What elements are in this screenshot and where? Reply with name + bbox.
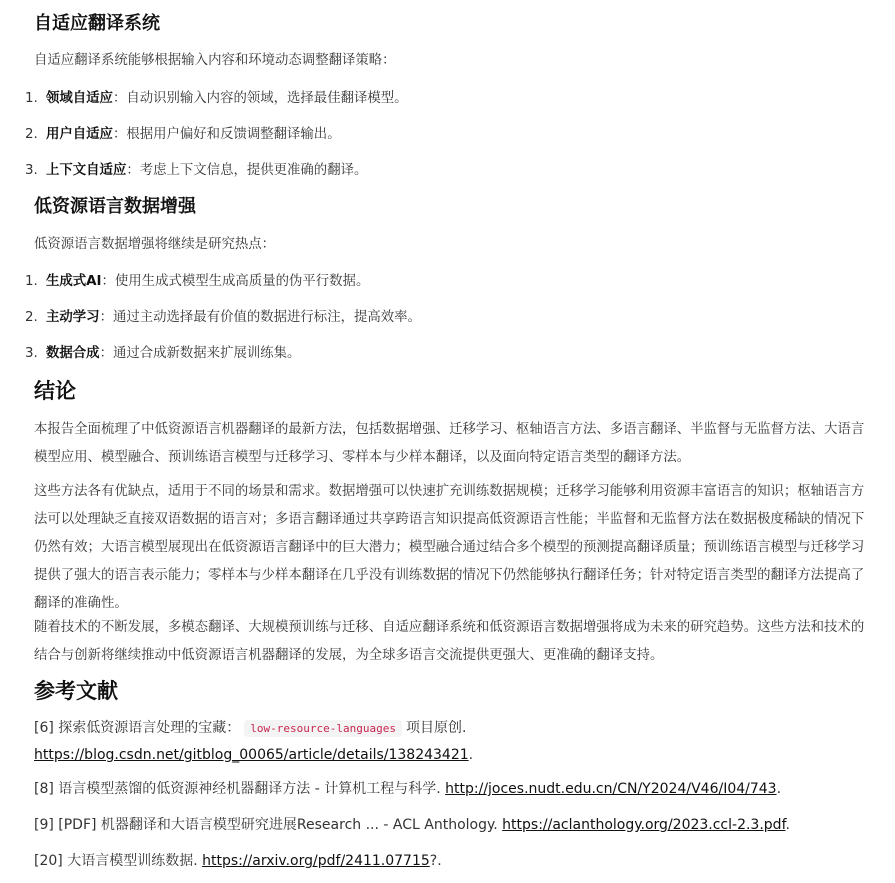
- reference-8-link[interactable]: http://joces.nudt.edu.cn/CN/Y2024/V46/I04/743: [445, 781, 777, 797]
- section-heading-adaptive: 自适应翻译系统: [34, 13, 160, 34]
- list-item-desc: 自动识别输入内容的领域，选择最佳翻译模型。: [126, 91, 408, 106]
- reference-20: [20] 大语言模型训练数据. https://arxiv.org/pdf/2411.07715?.: [34, 853, 442, 869]
- reference-8: [8] 语言模型蒸馏的低资源神经机器翻译方法 - 计算机工程与科学. http://joces.nudt.edu.cn/CN/Y2024/V46/I04/743.: [34, 781, 782, 797]
- reference-6: [6] 探索低资源语言处理的宝藏： low-resource-languages 项目原创. https://blog.csdn.net/gitblog_00065/article/details/138243421.: [34, 720, 474, 763]
- reference-20-link[interactable]: https://arxiv.org/pdf/2411.07715: [202, 853, 430, 869]
- lowres-list: [12, 272, 421, 380]
- inline-code: low-resource-languages: [244, 720, 402, 737]
- section-intro-lowres: 低资源语言数据增强将继续是研究热点：: [34, 237, 276, 252]
- reference-9: [9] [PDF] 机器翻译和大语言模型研究进展Research ... - ACL Anthology. https://aclanthology.org/2023.ccl-2.3.pdf.: [34, 817, 790, 833]
- list-item-term: 数据合成: [46, 346, 100, 361]
- list-item-desc: 通过合成新数据来扩展训练集。: [112, 346, 301, 361]
- list-item: 1. 领域自适应：自动识别输入内容的领域，选择最佳翻译模型。: [42, 89, 408, 109]
- list-item-desc: 通过主动选择最有价值的数据进行标注，提高效率。: [112, 310, 421, 325]
- list-item-term: 生成式AI: [46, 274, 102, 289]
- list-item: 3. 数据合成：通过合成新数据来扩展训练集。: [42, 344, 421, 364]
- conclusion-heading: 结论: [34, 379, 76, 403]
- list-item: 2. 用户自适应：根据用户偏好和反馈调整翻译输出。: [42, 125, 408, 145]
- list-item: 2. 主动学习：通过主动选择最有价值的数据进行标注，提高效率。: [42, 308, 421, 328]
- section-intro-adaptive: 自适应翻译系统能够根据输入内容和环境动态调整翻译策略：: [34, 53, 396, 68]
- adaptive-list: [12, 89, 408, 197]
- list-item-desc: 根据用户偏好和反馈调整翻译输出。: [126, 127, 341, 142]
- list-item: 1. 生成式AI：使用生成式模型生成高质量的伪平行数据。: [42, 272, 421, 292]
- reference-6-link[interactable]: https://blog.csdn.net/gitblog_00065/article/details/138243421: [34, 747, 469, 763]
- section-heading-lowres: 低资源语言数据增强: [34, 196, 196, 217]
- list-item-term: 上下文自适应: [46, 163, 127, 178]
- list-item: 3. 上下文自适应：考虑上下文信息，提供更准确的翻译。: [42, 161, 408, 181]
- conclusion-paragraph-2: 这些方法各有优缺点，适用于不同的场景和需求。数据增强可以快速扩充训练数据规模；迁移学习能够利用资源丰富语言的知识；枢轴语言方法可以处理缺乏直接双语数据的语言对；多语言翻译通过共享跨语言知识提高低资源语言性能；半监督和无监督方法在数据极度稀缺的情况下仍然有效；大语言模型展现出在低资源语言翻译中的巨大潜力；模型融合通过结合多个模型的预测提高翻译质量；预训练语言模型与迁移学习提供了强大的语言表示能力；零样本与少样本翻译在几乎没有训练数据的情况下仍然能够执行翻译任务；针对特定语言类型的翻译方法提高了翻译的准确性。: [34, 484, 865, 611]
- list-item-term: 主动学习: [46, 310, 100, 325]
- conclusion-paragraph-3: 随着技术的不断发展，多模态翻译、大规模预训练与迁移、自适应翻译系统和低资源语言数据增强将成为未来的研究趋势。这些方法和技术的结合与创新将继续推动中低资源语言机器翻译的发展，为全球多语言交流提供更强大、更准确的翻译支持。: [34, 620, 865, 663]
- list-item-desc: 使用生成式模型生成高质量的伪平行数据。: [114, 274, 370, 289]
- reference-9-link[interactable]: https://aclanthology.org/2023.ccl-2.3.pdf: [502, 817, 786, 833]
- references-heading: 参考文献: [34, 679, 118, 703]
- list-item-term: 用户自适应: [46, 127, 113, 142]
- conclusion-paragraph-1: 本报告全面梳理了中低资源语言机器翻译的最新方法，包括数据增强、迁移学习、枢轴语言方法、多语言翻译、半监督与无监督方法、大语言模型应用、模型融合、预训练语言模型与迁移学习、零样本与少样本翻译，以及面向特定语言类型的翻译方法。: [34, 422, 865, 465]
- list-item-desc: 考虑上下文信息，提供更准确的翻译。: [139, 163, 368, 178]
- list-item-term: 领域自适应: [46, 91, 113, 106]
